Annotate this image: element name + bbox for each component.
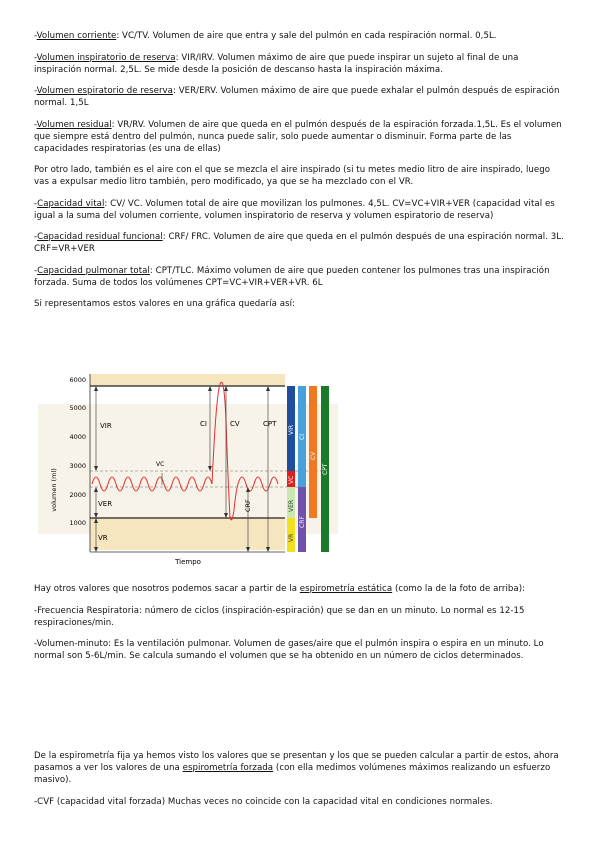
- bar-label-vr: VR: [288, 533, 295, 542]
- paragraph-capacidad-vital: -Capacidad vital: CV/ VC. Volumen total de aire que movilizan los pulmones. 4,5L. CV=VC+VIR+VER (capacidad vital es igual a la suma del volumen corriente, volumen inspiratorio de reserva y volumen espiratorio de reserva): [34, 198, 555, 221]
- term-capacidad-vital: Capacidad vital: [37, 198, 105, 209]
- tick-label-6000: 6000: [69, 376, 86, 384]
- label-ver: VER: [98, 500, 113, 508]
- document-body: [34, 30, 566, 320]
- paragraph-frecuencia-respiratoria: -Frecuencia Respiratoria: número de ciclos (inspiración-espiración) que se dan en un minuto. Lo normal es 12-15 respiraciones/min.: [34, 605, 525, 628]
- text-span: (como la de la foto de arriba):: [392, 584, 526, 594]
- term-volumen-residual: Volumen residual: [36, 119, 112, 130]
- bar-label-cv: CV: [310, 451, 317, 460]
- bar-label-ver: VER: [288, 499, 295, 512]
- band-top: [90, 374, 285, 386]
- definition-text: : VC/TV. Volumen de aire que entra y sale del pulmón en cada respiración normal. 0,5L.: [116, 31, 497, 41]
- term-ver: Volumen espiratorio de reserva: [36, 86, 173, 96]
- term-espirometria-forzada: espirometría forzada: [182, 763, 274, 773]
- tick-label-2000: 2000: [69, 491, 86, 499]
- label-vr: VR: [98, 534, 108, 542]
- paragraph-volumen-residual: -Volumen residual: VR/RV. Volumen de aire que queda en el pulmón después de la espiración forzada.1,5L. Es el volumen que siempre está dentro del pulmón, nunca puede salir, solo puede aumentar o disminuir. Forma parte de las capacidades respiratorias (es una de ellas): [34, 119, 562, 154]
- tick-label-1000: 1000: [69, 519, 86, 527]
- band-bottom: [90, 518, 285, 550]
- definition-text: : CV/ VC. Volumen total de aire que movilizan los pulmones. 4,5L. CV=VC+VIR+VER (capacidad vital es igual a la suma del volumen corriente, volumen inspiratorio de reserva y volumen espiratorio de reserva): [34, 198, 555, 221]
- y-ticks: [69, 376, 86, 527]
- spirometry-figure: [38, 360, 338, 575]
- volume-curve: [92, 382, 278, 520]
- text-span: Hay otros valores que nosotros podemos sacar a partir de la: [34, 584, 300, 594]
- paragraph-cvf: -CVF (capacidad vital forzada) Muchas veces no coincide con la capacidad vital en condiciones normales.: [34, 796, 493, 807]
- paragraph-espirometria-estatica: [34, 583, 566, 595]
- paragraph-crf: -Capacidad residual funcional: CRF/ FRC. Volumen de aire que queda en el pulmón después de una espiración normal. 3L. CRF=VR+VER: [34, 232, 564, 254]
- bar-label-ci: CI: [299, 434, 306, 440]
- definition-text: : VIR/IRV. Volumen máximo de aire que puede inspirar un sujeto al final de una inspiración normal. 2,5L. Se mide desde la posición de descanso hasta la inspiración máxima.: [34, 52, 519, 75]
- paragraph-vir: -Volumen inspiratorio de reserva: VIR/IRV. Volumen máximo de aire que puede inspirar un sujeto al final de una inspiración normal. 2,5L. Se mide desde la posición de descanso hasta la inspiración máxima.: [34, 52, 519, 75]
- label-vir: VIR: [100, 422, 112, 430]
- bar-label-vir: VIR: [288, 424, 295, 435]
- bar-label-crf: CRF: [299, 516, 306, 528]
- paragraph-grafica-intro: Si representamos estos valores en una gráfica quedaría así:: [34, 299, 295, 309]
- label-crf: CRF: [244, 499, 252, 512]
- paragraph-volumen-minuto: -Volumen-minuto: Es la ventilación pulmonar. Volumen de gases/aire que el pulmón inspira o espira en un minuto. Lo normal son 5-6L/min. Se calcula sumando el volumen que se ha obtenido en un número de ciclos determinados.: [34, 639, 544, 661]
- label-cv: CV: [230, 420, 240, 428]
- term-cpt: Capacidad pulmonar total: [37, 265, 150, 276]
- spirometry-chart: [38, 360, 338, 575]
- y-axis-label: volumen (ml): [50, 468, 58, 512]
- definition-text: : CPT/TLC. Máximo volumen de aire que pueden contener los pulmones tras una inspiración forzada. Suma de todos los volúmenes CPT=VC+VIR+VER+VR. 6L: [34, 265, 550, 288]
- term-espirometria-estatica: espirometría estática: [299, 584, 393, 594]
- definition-text: : VER/ERV. Volumen máximo de aire que puede exhalar el pulmón después de espiración normal. 1,5L: [34, 86, 560, 108]
- paragraph-ver: -Volumen espiratorio de reserva: VER/ERV. Volumen máximo de aire que puede exhalar el pulmón después de espiración normal. 1,5L: [34, 86, 560, 108]
- x-axis-label: Tiempo: [175, 558, 201, 566]
- text-span: De la espirometría fija ya hemos visto los valores que se presentan y los que se pueden calcular a partir de estos, ahora pasamos a ver los valores de una: [34, 751, 559, 773]
- text-span: (con ella medimos volúmenes máximos realizando un esfuerzo masivo).: [34, 763, 551, 785]
- paragraph-espirometria-forzada: [34, 750, 566, 786]
- bar-label-cpt: CPT: [322, 463, 329, 475]
- tick-label-5000: 5000: [69, 404, 86, 412]
- term-vir: Volumen inspiratorio de reserva: [36, 52, 176, 63]
- paragraph-cpt: -Capacidad pulmonar total: CPT/TLC. Máximo volumen de aire que pueden contener los pulmones tras una inspiración forzada. Suma de todos los volúmenes CPT=VC+VIR+VER+VR. 6L: [34, 265, 550, 288]
- tick-label-4000: 4000: [69, 433, 86, 441]
- term-crf: Capacidad residual funcional: [37, 232, 163, 242]
- definition-text: : CRF/ FRC. Volumen de aire que queda en el pulmón después de una espiración normal. 3L. CRF=VR+VER: [34, 232, 564, 254]
- label-vc: VC: [156, 461, 165, 468]
- label-cpt: CPT: [263, 420, 277, 428]
- bar-label-vc: VC: [288, 475, 295, 484]
- document-body-continued: [34, 583, 566, 672]
- tick-label-3000: 3000: [69, 462, 86, 470]
- label-ci: CI: [200, 420, 207, 428]
- document-body-final: [34, 750, 566, 817]
- paragraph-mezcla: Por otro lado, también es el aire con el que se mezcla el aire inspirado (si tu metes medio litro de aire inspirado, luego vas a expulsar medio litro también, pero modificado, ya que se ha mezclado con el VR.: [34, 165, 551, 187]
- definition-text: : VR/RV. Volumen de aire que queda en el pulmón después de la espiración forzada.1,5L. Es el volumen que siempre está dentro del pulmón, nunca puede salir, solo puede aumentar o disminuir. Forma parte de las capacidades respiratorias (es una de ellas): [34, 119, 562, 154]
- paragraph-volumen-corriente: -Volumen corriente: VC/TV. Volumen de aire que entra y sale del pulmón en cada respiración normal. 0,5L.: [34, 31, 497, 41]
- term-volumen-corriente: Volumen corriente: [36, 31, 117, 41]
